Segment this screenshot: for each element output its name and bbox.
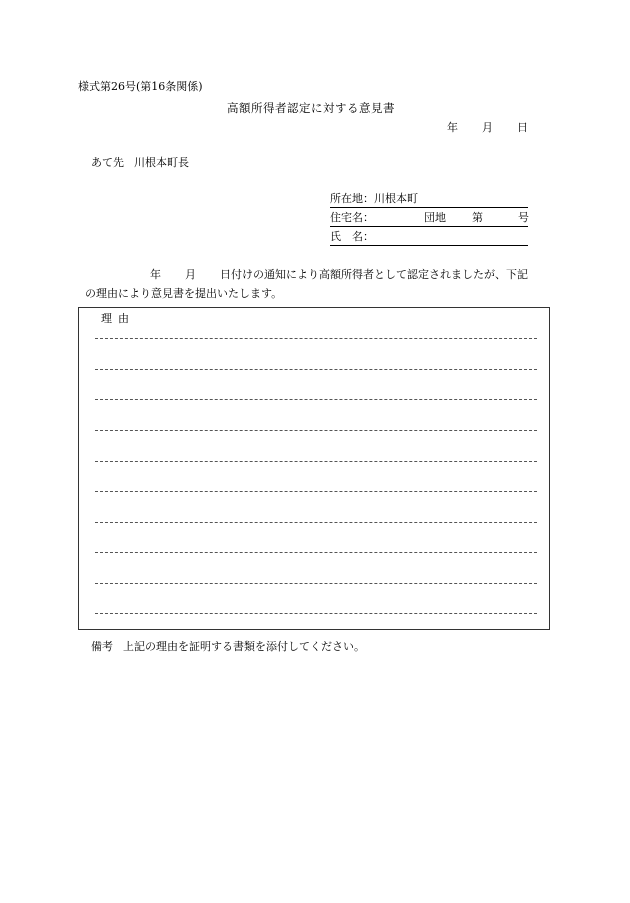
reason-line[interactable] (95, 491, 537, 492)
reason-line[interactable] (95, 461, 537, 462)
document-title: 高額所得者認定に対する意見書 (227, 101, 395, 115)
body-month-label: 月 (185, 268, 196, 281)
location-label: 所在地：川根本町 (330, 192, 418, 205)
body-line1-rest: 日付けの通知により高額所得者として認定されましたが、下記 (220, 268, 528, 281)
addressee-name: 川根本町長 (134, 156, 189, 169)
addressee (91, 156, 189, 170)
body-text-line1 (150, 268, 528, 282)
body-text-line2: の理由により意見書を提出いたします。 (85, 287, 283, 300)
housing-label: 住宅名： (330, 211, 374, 224)
addressee-prefix: あて先 (91, 156, 124, 169)
housing-dai-label: 第 (472, 211, 483, 224)
location-field[interactable] (330, 192, 528, 208)
reason-line[interactable] (95, 430, 537, 431)
housing-field[interactable] (330, 211, 528, 227)
reason-line[interactable] (95, 552, 537, 553)
reason-line[interactable] (95, 399, 537, 400)
reason-line[interactable] (95, 613, 537, 614)
reason-line[interactable] (95, 338, 537, 339)
date-day-label: 日 (517, 121, 528, 134)
housing-go-label: 号 (518, 211, 529, 224)
housing-danchi-label: 団地 (424, 211, 446, 224)
remark-label: 備考 (91, 640, 113, 653)
reason-line[interactable] (95, 369, 537, 370)
name-label: 氏 名： (330, 230, 374, 243)
reason-label: 理由 (101, 312, 135, 325)
body-year-label: 年 (150, 268, 161, 281)
remark-text: 上記の理由を証明する書類を添付してください。 (123, 640, 365, 653)
date-month-label: 月 (482, 121, 493, 134)
reason-box[interactable] (78, 307, 550, 630)
name-field[interactable] (330, 230, 528, 246)
date-line (447, 121, 528, 135)
date-year-label: 年 (447, 121, 458, 134)
remark (91, 640, 365, 654)
reason-line[interactable] (95, 522, 537, 523)
reason-line[interactable] (95, 583, 537, 584)
form-number: 様式第26号(第16条関係) (78, 80, 203, 93)
